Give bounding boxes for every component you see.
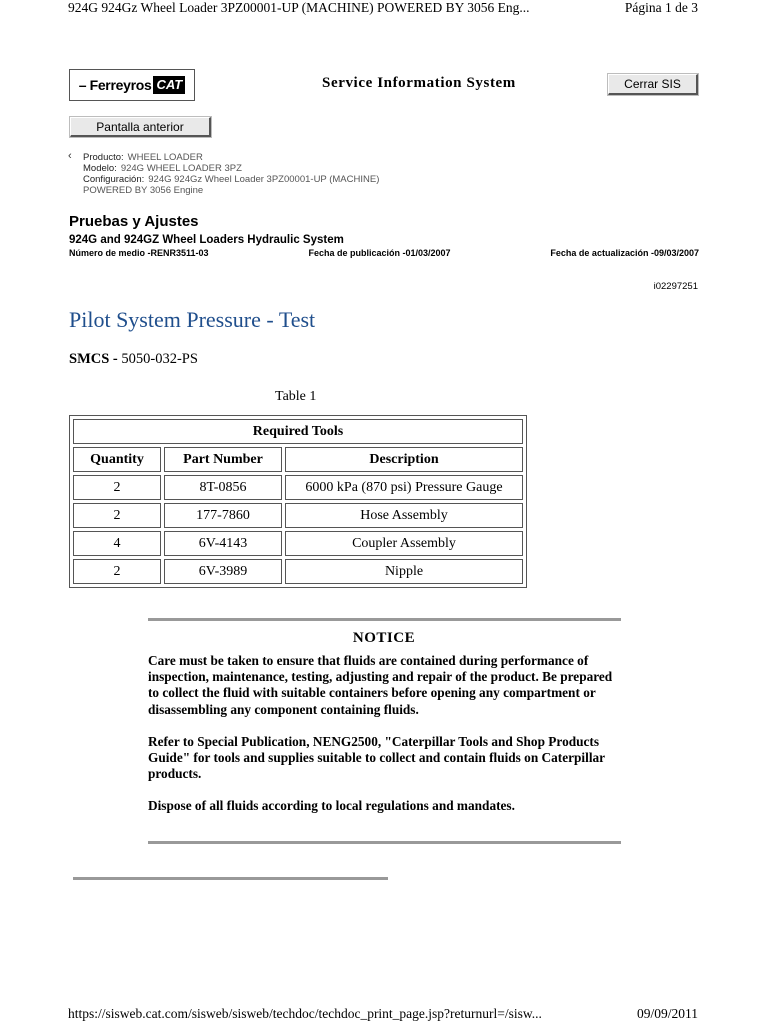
- notice-paragraph: Care must be taken to ensure that fluids are contained during performance of inspection, maintenance, testing, adjusting and repair of the product. Be prepared to collect the fluid with suitable containers before opening any compartment or disassembling any component containing fluids.: [148, 653, 613, 717]
- model-label: Modelo:: [83, 163, 117, 174]
- config-label: Configuración:: [83, 174, 145, 185]
- table-row: [73, 475, 523, 500]
- table-caption-row: [73, 419, 523, 444]
- smcs-label: SMCS -: [69, 351, 118, 367]
- notice-paragraph: Refer to Special Publication, NENG2500, "Caterpillar Tools and Shop Products Guide" for tools and supplies suitable to collect and contain fluids on Caterpillar products.: [148, 733, 605, 782]
- print-footer: [68, 1006, 698, 1022]
- notice-top-rule: [148, 618, 621, 621]
- product-label: Producto:: [83, 152, 124, 163]
- cell-quantity: 2: [73, 559, 161, 584]
- product-value[interactable]: WHEEL LOADER: [127, 152, 203, 163]
- document-meta: [69, 248, 699, 258]
- document-id: i02297251: [653, 281, 698, 292]
- cell-description: 6000 kPa (870 psi) Pressure Gauge: [285, 475, 523, 500]
- cell-description: Hose Assembly: [285, 503, 523, 528]
- cat-logo-icon: CAT: [153, 76, 185, 94]
- page-title: Pilot System Pressure - Test: [69, 307, 316, 332]
- model-value[interactable]: 924G WHEEL LOADER 3PZ: [120, 163, 242, 174]
- cell-description: Nipple: [285, 559, 523, 584]
- breadcrumb-model: [69, 163, 379, 174]
- notice-body: [148, 653, 620, 831]
- ferreyros-mark-icon: –: [78, 77, 87, 93]
- chevron-left-icon[interactable]: ‹: [68, 150, 72, 162]
- cell-quantity: 2: [73, 503, 161, 528]
- print-header-page: Página 1 de 3: [624, 0, 698, 15]
- header-description: Description: [285, 447, 523, 472]
- table-header-row: [73, 447, 523, 472]
- smcs-code: [69, 351, 198, 368]
- publication-date: Fecha de publicación -01/03/2007: [308, 248, 451, 258]
- ferreyros-cat-logo: [69, 69, 195, 101]
- table-row: [73, 531, 523, 556]
- breadcrumb: [69, 152, 379, 196]
- print-header: [68, 0, 698, 16]
- config-value-2: POWERED BY 3056 Engine: [83, 185, 204, 196]
- breadcrumb-configuration-cont: [69, 185, 379, 196]
- cell-part-number: 6V-3989: [164, 559, 282, 584]
- print-footer-url: https://sisweb.cat.com/sisweb/sisweb/techdoc/techdoc_print_page.jsp?returnurl=/sisw...: [68, 1006, 542, 1021]
- notice-title: NOTICE: [352, 630, 416, 646]
- header-part-number: Part Number: [164, 447, 282, 472]
- logo-brand-text: Ferreyros: [89, 77, 152, 93]
- smcs-value: 5050-032-PS: [121, 351, 198, 367]
- cell-part-number: 6V-4143: [164, 531, 282, 556]
- required-tools-table: [69, 415, 527, 588]
- cell-quantity: 4: [73, 531, 161, 556]
- table-row: [73, 559, 523, 584]
- table-row: [73, 503, 523, 528]
- cell-description: Coupler Assembly: [285, 531, 523, 556]
- previous-screen-button[interactable]: Pantalla anterior: [70, 117, 211, 137]
- breadcrumb-product: [69, 152, 379, 163]
- close-sis-button[interactable]: Cerrar SIS: [608, 74, 698, 95]
- table-title-cell: Required Tools: [73, 419, 523, 444]
- print-footer-date: 09/09/2011: [636, 1006, 698, 1021]
- section-heading: Pruebas y Ajustes: [69, 213, 199, 230]
- update-date: Fecha de actualización -09/03/2007: [550, 248, 699, 258]
- document-subtitle: 924G and 924GZ Wheel Loaders Hydraulic System: [69, 234, 344, 246]
- table-caption: Table 1: [275, 389, 317, 404]
- cell-quantity: 2: [73, 475, 161, 500]
- config-value[interactable]: 924G 924Gz Wheel Loader 3PZ00001-UP (MACHINE): [148, 174, 380, 185]
- notice-paragraph: Dispose of all fluids according to local regulations and mandates.: [148, 798, 515, 814]
- print-header-title: 924G 924Gz Wheel Loader 3PZ00001-UP (MACHINE) POWERED BY 3056 Eng...: [68, 0, 530, 15]
- header-quantity: Quantity: [73, 447, 161, 472]
- cell-part-number: 8T-0856: [164, 475, 282, 500]
- notice-bottom-rule: [148, 841, 621, 844]
- breadcrumb-configuration: [69, 174, 379, 185]
- system-title: Service Information System: [322, 75, 516, 91]
- cell-part-number: 177-7860: [164, 503, 282, 528]
- section-divider: [73, 877, 388, 880]
- media-number: Número de medio -RENR3511-03: [69, 248, 209, 258]
